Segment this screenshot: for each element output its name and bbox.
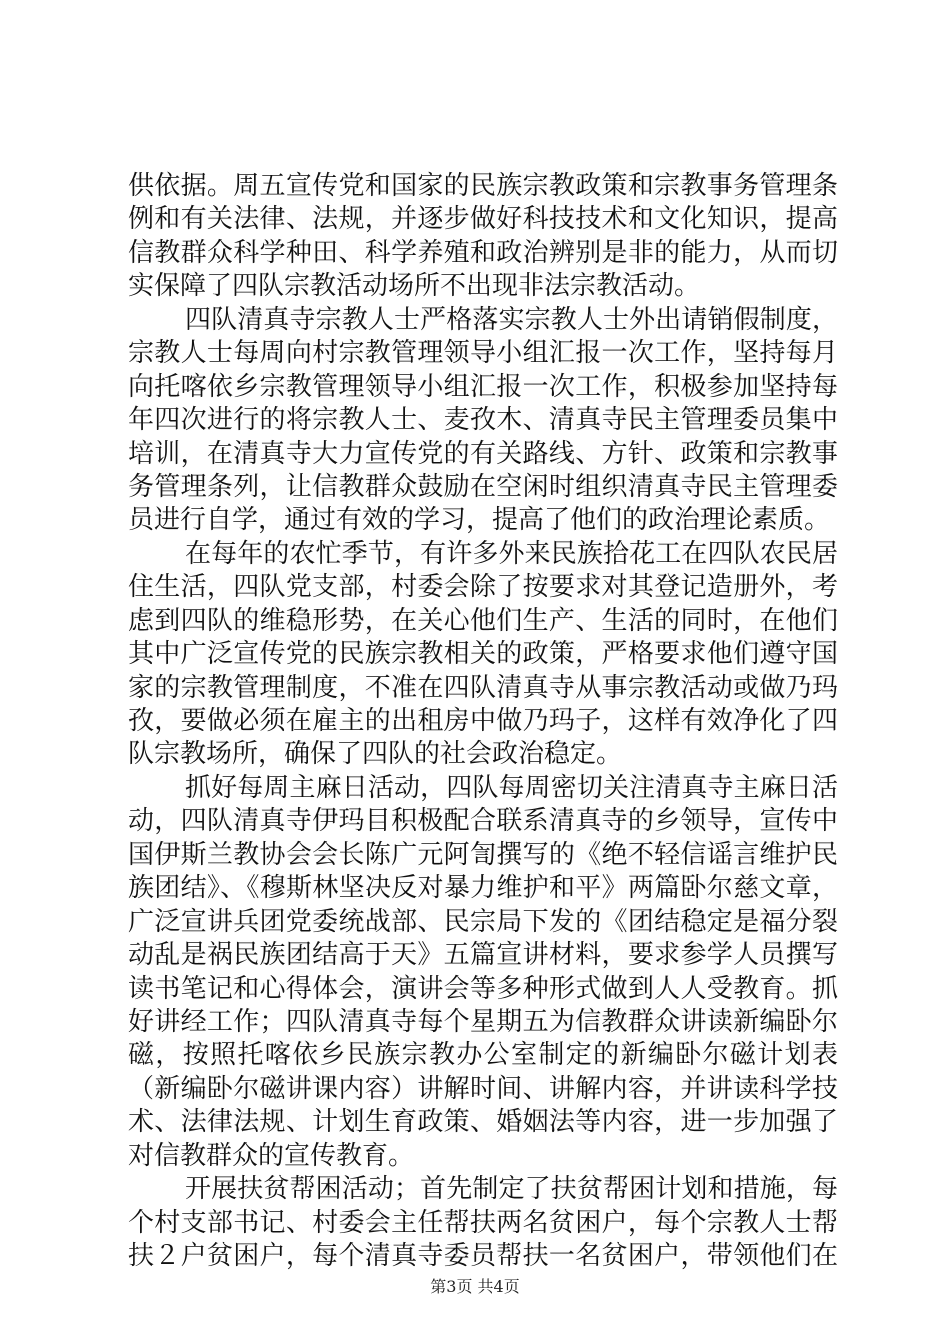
text-line: 队宗教场所，确保了四队的社会政治稳定。 [128, 739, 623, 770]
text-line: 供依据。周五宣传党和国家的民族宗教政策和宗教事务管理条 [128, 171, 838, 201]
text-line: 对信教群众的宣传教育。 [128, 1140, 415, 1171]
text-line: 广泛宣讲兵团党委统战部、民宗局下发的《团结稳定是福分裂 [128, 906, 838, 937]
text-line: 国伊斯兰教协会会长陈广元阿訇撰写的《绝不轻信谣言维护民 [128, 839, 838, 870]
text-line: 家的宗教管理制度，不准在四队清真寺从事宗教活动或做乃玛 [128, 672, 838, 703]
text-line: 向托喀依乡宗教管理领导小组汇报一次工作，积极参加坚持每 [128, 371, 838, 402]
text-line: 术、法律法规、计划生育政策、婚姻法等内容，进一步加强了 [128, 1107, 838, 1138]
text-line: 其中广泛宣传党的民族宗教相关的政策，严格要求他们遵守国 [128, 639, 838, 670]
text-line: 虑到四队的维稳形势，在关心他们生产、生活的同时，在他们 [128, 605, 838, 636]
text-line: 抓好每周主麻日活动，四队每周密切关注清真寺主麻日活 [185, 772, 838, 803]
text-line: 宗教人士每周向村宗教管理领导小组汇报一次工作，坚持每月 [128, 338, 838, 369]
text-line: 动，四队清真寺伊玛目积极配合联系清真寺的乡领导，宣传中 [128, 806, 838, 837]
text-line: 例和有关法律、法规，并逐步做好科技技术和文化知识，提高 [128, 204, 838, 235]
text-line: 孜，要做必须在雇主的出租房中做乃玛子，这样有效净化了四 [128, 706, 838, 736]
text-line: 开展扶贫帮困活动；首先制定了扶贫帮困计划和措施，每 [185, 1174, 838, 1205]
text-line: 磁，按照托喀依乡民族宗教办公室制定的新编卧尔磁计划表 [128, 1040, 838, 1071]
text-line: 个村支部书记、村委会主任帮扶两名贫困户，每个宗教人士帮 [128, 1207, 838, 1238]
text-line: 在每年的农忙季节，有许多外来民族拾花工在四队农民居 [185, 538, 838, 569]
text-line: 好讲经工作；四队清真寺每个星期五为信教群众讲读新编卧尔 [128, 1006, 838, 1037]
text-line: 族团结》、《穆斯林坚决反对暴力维护和平》两篇卧尔慈文章， [128, 873, 838, 904]
text-line: 扶２户贫困户，每个清真寺委员帮扶一名贫困户，带领他们在 [128, 1241, 838, 1271]
text-line: 读书笔记和心得体会，演讲会等多种形式做到人人受教育。抓 [128, 973, 838, 1004]
text-line: 实保障了四队宗教活动场所不出现非法宗教活动。 [128, 271, 701, 302]
text-line: 四队清真寺宗教人士严格落实宗教人士外出请销假制度， [185, 304, 838, 335]
text-line: 员进行自学，通过有效的学习，提高了他们的政治理论素质。 [128, 505, 831, 536]
document-body [128, 170, 838, 1273]
text-line: 信教群众科学种田、科学养殖和政治辨别是非的能力，从而切 [128, 237, 838, 268]
text-line: 培训，在清真寺大力宣传党的有关路线、方针、政策和宗教事 [128, 438, 838, 469]
text-line: 年四次进行的将宗教人士、麦孜木、清真寺民主管理委员集中 [128, 405, 838, 436]
text-line: （新编卧尔磁讲课内容）讲解时间、讲解内容，并讲读科学技 [128, 1073, 838, 1104]
text-line: 务管理条列，让信教群众鼓励在空闲时组织清真寺民主管理委 [128, 471, 838, 502]
text-line: 动乱是祸民族团结高于天》五篇宣讲材料，要求参学人员撰写 [128, 940, 838, 971]
page-footer: 第3页 共4页 [430, 1277, 520, 1296]
text-line: 住生活，四队党支部，村委会除了按要求对其登记造册外，考 [128, 572, 838, 603]
